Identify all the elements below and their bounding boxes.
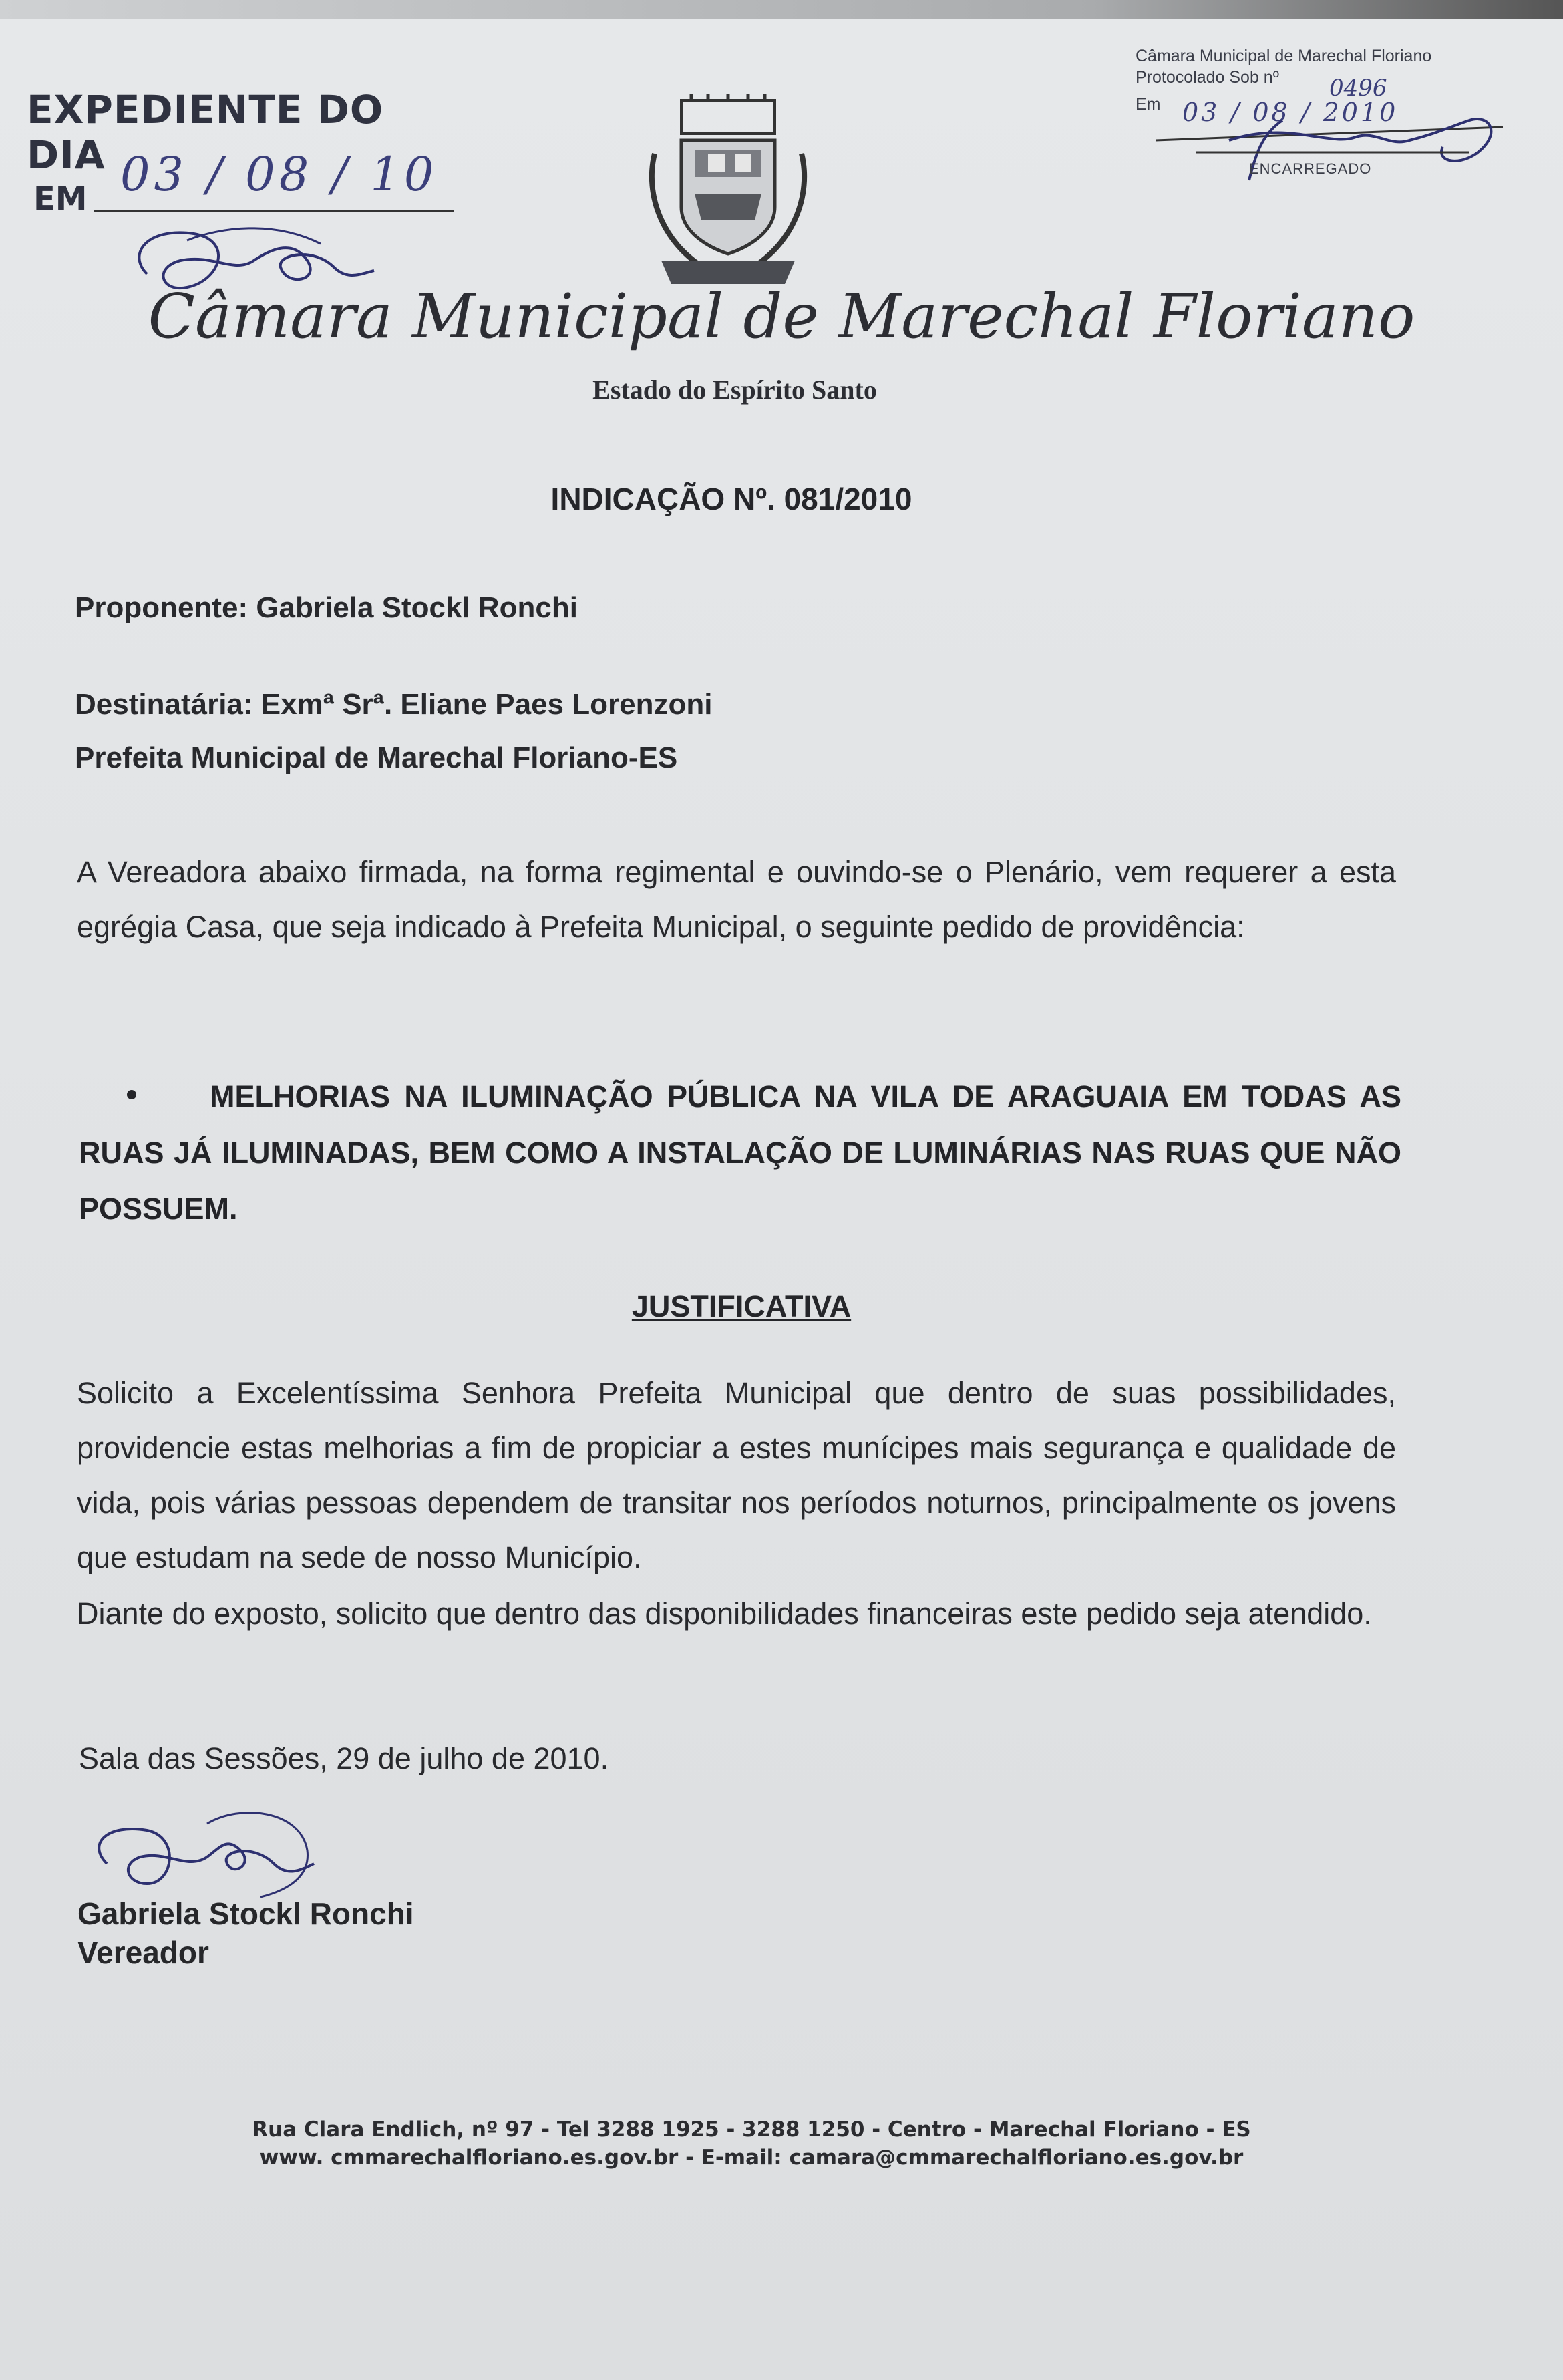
expediente-stamp: [20, 80, 448, 307]
protocol-stamp: [1129, 40, 1530, 207]
prefeita: Prefeita Municipal de Marechal Floriano-ES: [75, 741, 678, 774]
request-text: MELHORIAS NA ILUMINAÇÃO PÚBLICA NA VILA DE ARAGUAIA EM TODAS AS RUAS JÁ ILUMINADAS, BEM COMO A INSTALAÇÃO DE LUMINÁRIAS NAS RUAS QUE NÃO POSSUEM.: [79, 1079, 1401, 1226]
protocol-signature: [1156, 114, 1516, 194]
closing-paragraph: Diante do exposto, solicito que dentro das disponibilidades financeiras este pedido seja atendido.: [77, 1596, 1372, 1631]
protocol-role: ENCARREGADO: [1249, 160, 1372, 177]
stamp-date: 03 / 08 / 10: [120, 147, 438, 202]
stamp-em-label: EM: [33, 180, 88, 218]
bullet-icon: [127, 1090, 136, 1099]
institution-name: Câmara Municipal de Marechal Floriano: [148, 281, 1415, 352]
protocol-number: 0496: [1329, 75, 1387, 102]
footer-contact: www. cmmarechalfloriano.es.gov.br - E-mail: camara@cmmarechalfloriano.es.gov.br: [259, 2146, 1244, 2170]
destinataria: Destinatária: Exmª Srª. Eliane Paes Lorenzoni: [75, 688, 713, 721]
place-date: Sala das Sessões, 29 de julho de 2010.: [79, 1741, 609, 1775]
signer-role: Vereador: [77, 1935, 209, 1970]
top-edge: [0, 0, 1563, 19]
justification-title: JUSTIFICATIVA: [631, 1289, 852, 1323]
proponente: Proponente: Gabriela Stockl Ronchi: [75, 591, 578, 624]
protocol-label: Protocolado Sob nº: [1136, 68, 1279, 87]
request-item: [79, 1069, 1401, 1237]
document-title: INDICAÇÃO Nº. 081/2010: [550, 482, 912, 516]
stamp-date-line: [94, 210, 454, 212]
footer-address: Rua Clara Endlich, nº 97 - Tel 3288 1925 - 3288 1250 - Centro - Marechal Floriano - ES: [252, 2117, 1251, 2142]
coat-of-arms-icon: [641, 94, 815, 294]
intro-paragraph: A Vereadora abaixo firmada, na forma regimental e ouvindo-se o Plenário, vem requerer a esta egrégia Casa, que seja indicado à Prefeita Municipal, o seguinte pedido de providência:: [77, 855, 1396, 944]
protocol-em-label: Em: [1136, 95, 1161, 114]
stamp-title: EXPEDIENTE DO DIA: [27, 87, 384, 178]
protocol-institution: Câmara Municipal de Marechal Floriano: [1136, 47, 1432, 65]
protocol-date: 03 / 08 / 2010: [1182, 98, 1399, 127]
signer-name: Gabriela Stockl Ronchi: [77, 1896, 414, 1931]
justification-paragraph: Solicito a Excelentíssima Senhora Prefeita Municipal que dentro de suas possibilidades, providencie estas melhorias a fim de propiciar a estes munícipes mais segurança e qualidade de vida, pois várias pessoas dependem de transitar nos períodos noturnos, principalmente os jovens que estudam na sede de nosso Município.: [77, 1376, 1396, 1574]
institution-state: Estado do Espírito Santo: [592, 375, 877, 405]
